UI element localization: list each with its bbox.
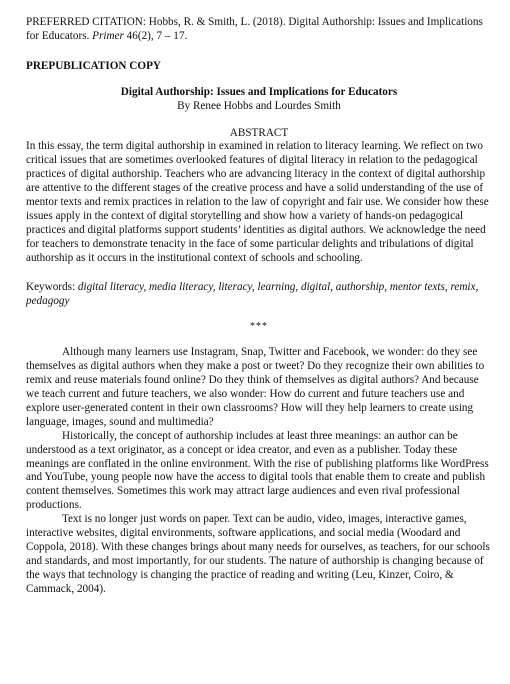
paper-authors: By Renee Hobbs and Lourdes Smith <box>177 99 341 112</box>
citation-volume: 46(2), 7 – 17. <box>123 29 188 42</box>
preferred-citation <box>26 16 492 44</box>
body-paragraph: Although many learners use Instagram, Snap, Twitter and Facebook, we wonder: do they see themselves as digital authors when they make a post or tweet? Do they recognize their own abilities to remix and reuse materials found online? Do they think of themselves as digital authors? And because we teach current and future teachers, we also wonder: How do current and future teachers use and explore user-generated content in their own classrooms? How will they help learners to create using language, images, sound and multimedia? <box>26 346 485 428</box>
section-separator: *** <box>250 321 268 333</box>
prepublication-label: PREPUBLICATION COPY <box>26 59 161 72</box>
paper-title: Digital Authorship: Issues and Implications for Educators <box>120 85 398 98</box>
abstract-heading: ABSTRACT <box>229 126 289 139</box>
body-paragraph: Text is no longer just words on paper. Text can be audio, video, images, interactive games, interactive websites, digital environments, software applications, and social media (Woodard and Coppola, 2018). With these changes brings about many needs for ourselves, as teachers, for our schools and standards, and most importantly, for our students. The nature of authorship is changing because of the ways that technology is changing the practice of reading and writing (Leu, Kinzer, Coiro, & Cammack, 2004). <box>26 513 490 595</box>
keywords <box>26 281 492 309</box>
body-paragraph: Historically, the concept of authorship includes at least three meanings: an author can be understood as a text originator, as a concept or idea creator, and even as a publisher. Today these meanings are conflated in the online environment. With the rise of publishing platforms like WordPress and YouTube, young people now have the access to digital tools that enable them to create and publish content themselves. Sometimes this work may attract large audiences and even rival professional productions. <box>26 429 489 512</box>
keywords-terms: digital literacy, media literacy, literacy, learning, digital, authorship, mentor texts, remix, pedagogy <box>26 280 479 307</box>
citation-text: PREFERRED CITATION: Hobbs, R. & Smith, L. (2018). Digital Authorship: Issues and Implications for Educators. <box>26 16 483 42</box>
abstract-text: In this essay, the term digital authorship in examined in relation to literacy learning. We reflect on two critical issues that are sometimes overlooked features of digital literacy in relation to the pedagogical practices of digital authorship. Teachers who are advancing literacy in the context of digital authorship are attentive to the different stages of the creative process and have a solid understanding of the use of mentor texts and remix practices in relation to the law of copyright and fair use. We consider how these issues apply in the context of digital storytelling and show how a variety of hands-on pedagogical practices and digital platforms support students’ identities as digital authors. We acknowledge the need for teachers to demonstrate tenacity in the face of some particular delights and tribulations of digital authorship as it occurs in the institutional context of schools and schooling. <box>26 140 489 264</box>
citation-journal: Primer <box>92 29 124 42</box>
keywords-label: Keywords: <box>26 280 78 293</box>
body-text <box>26 346 492 596</box>
